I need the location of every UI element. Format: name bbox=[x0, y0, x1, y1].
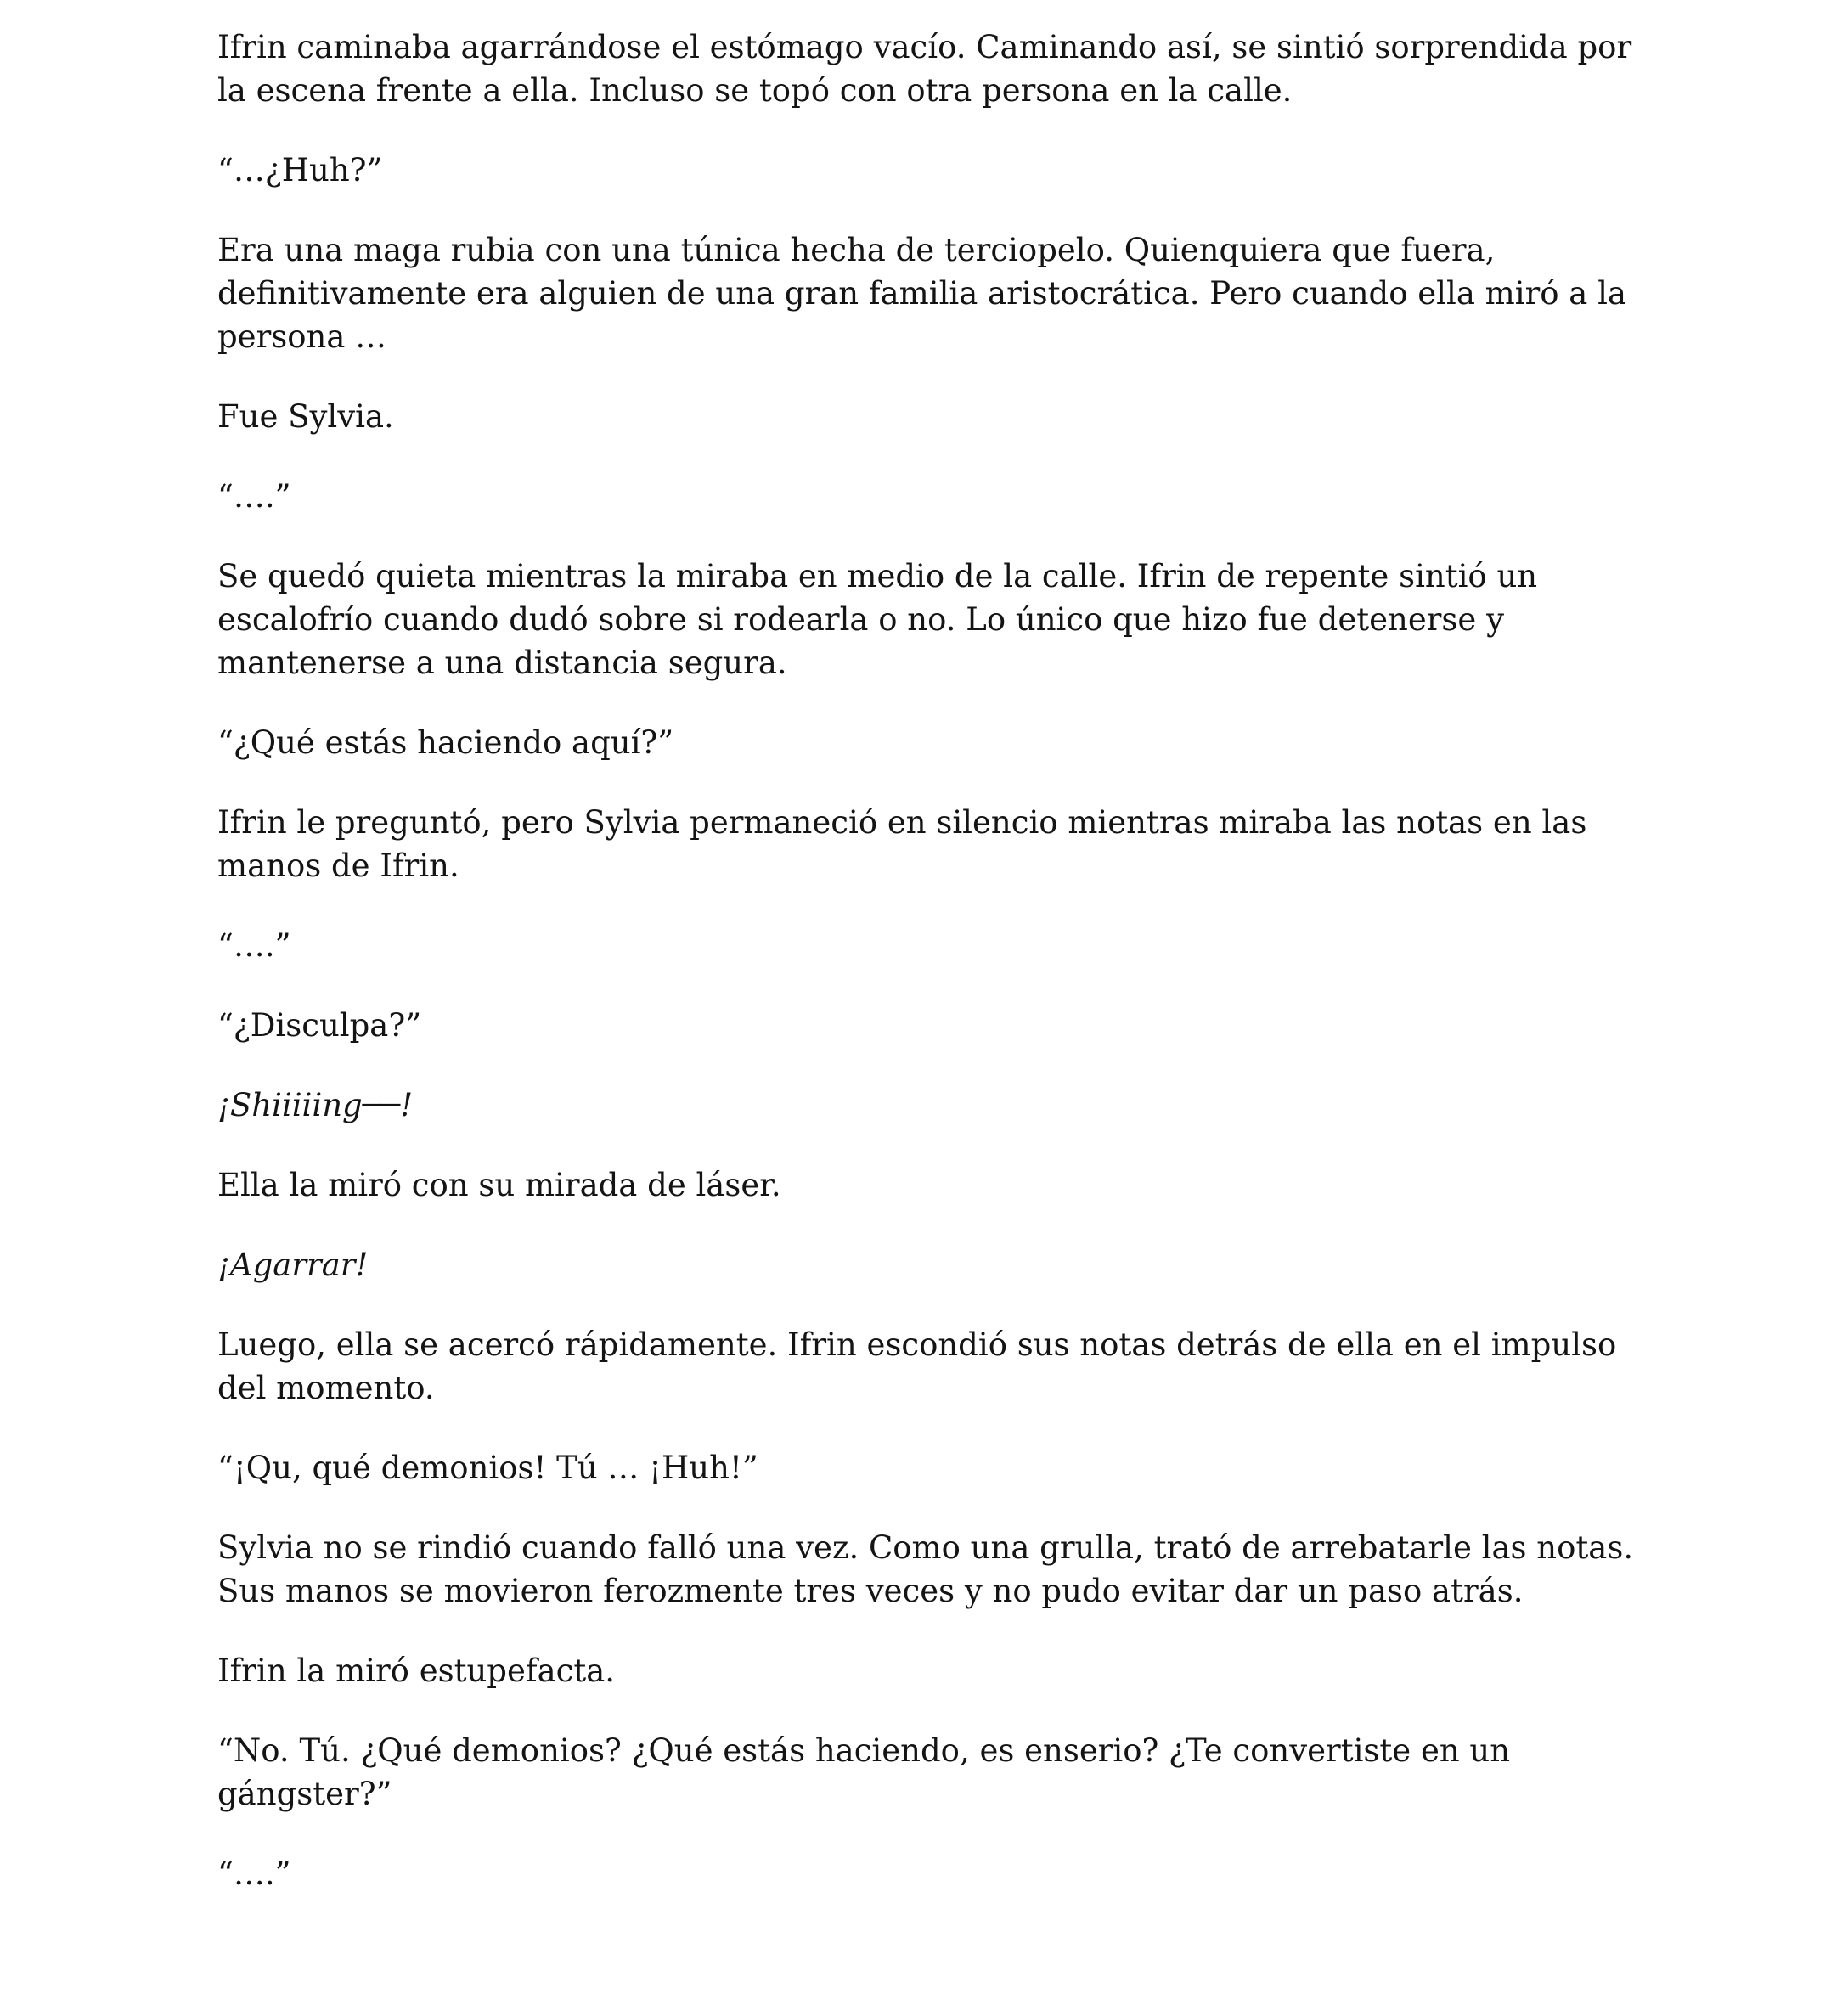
paragraph: Ifrin le preguntó, pero Sylvia permaneció en silencio mientras miraba las notas en las manos de Ifrin. bbox=[217, 804, 1587, 884]
document-page bbox=[217, 25, 1661, 1932]
paragraph: Sylvia no se rindió cuando falló una vez. Como una grulla, trató de arrebatarle las notas. Sus manos se movieron ferozmente tres veces y no pudo evitar dar un paso atrás. bbox=[217, 1529, 1634, 1609]
paragraph: Era una maga rubia con una túnica hecha de terciopelo. Quienquiera que fuera, definitivamente era alguien de una gran familia aristocrática. Pero cuando ella miró a la persona … bbox=[217, 232, 1627, 355]
paragraph: Ella la miró con su mirada de láser. bbox=[217, 1167, 781, 1203]
dialogue-line: “….” bbox=[217, 1855, 291, 1892]
dialogue-line: “¿Qué estás haciendo aquí?” bbox=[217, 724, 674, 761]
paragraph: Ifrin caminaba agarrándose el estómago vacío. Caminando así, se sintió sorprendida por la escena frente a ella. Incluso se topó con otra persona en la calle. bbox=[217, 29, 1632, 109]
sound-effect: ¡Shiiiiing──! bbox=[217, 1087, 414, 1123]
dialogue-line: “….” bbox=[217, 927, 291, 964]
paragraph: Luego, ella se acercó rápidamente. Ifrin escondió sus notas detrás de ella en el impulso del momento. bbox=[217, 1326, 1617, 1406]
dialogue-line: “No. Tú. ¿Qué demonios? ¿Qué estás haciendo, es enserio? ¿Te convertiste en un gángster?” bbox=[217, 1732, 1511, 1812]
dialogue-line: “…¿Huh?” bbox=[217, 152, 383, 189]
dialogue-line: “….” bbox=[217, 478, 291, 515]
dialogue-line: “¿Disculpa?” bbox=[217, 1007, 422, 1044]
paragraph: Fue Sylvia. bbox=[217, 398, 394, 435]
paragraph: Ifrin la miró estupefacta. bbox=[217, 1653, 616, 1689]
sound-effect: ¡Agarrar! bbox=[217, 1247, 369, 1283]
dialogue-line: “¡Qu, qué demonios! Tú … ¡Huh!” bbox=[217, 1450, 758, 1486]
paragraph: Se quedó quieta mientras la miraba en medio de la calle. Ifrin de repente sintió un escalofrío cuando dudó sobre si rodearla o no. Lo único que hizo fue detenerse y mantenerse a una distancia segura. bbox=[217, 558, 1538, 681]
